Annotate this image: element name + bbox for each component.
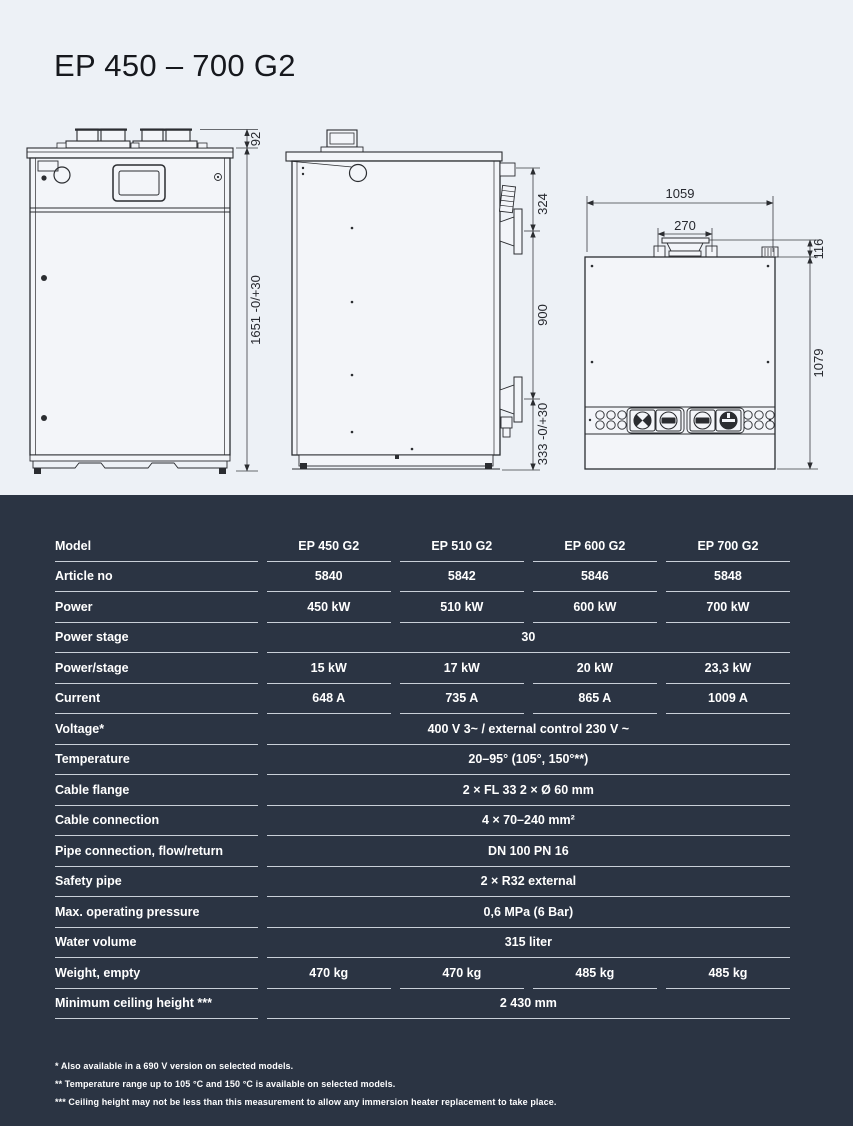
- spec-row-label: Current: [55, 684, 258, 715]
- spec-row-value: 15 kW: [267, 653, 391, 684]
- spec-row-value-spanning: 2 × FL 33 2 × Ø 60 mm: [267, 775, 790, 806]
- spec-row-value: 1009 A: [666, 684, 790, 715]
- spec-row-label: Max. operating pressure: [55, 897, 258, 928]
- spec-row-value: 600 kW: [533, 592, 657, 623]
- footnote-temperature: ** Temperature range up to 105 °C and 150 °C is available on selected models.: [55, 1079, 396, 1089]
- dim-label-116: 116: [811, 238, 826, 260]
- column-header-ep510: EP 510 G2: [400, 531, 524, 562]
- spec-row: [55, 958, 790, 989]
- spec-row: [55, 714, 790, 745]
- dim-label-1651: 1651 -0/+30: [248, 275, 263, 345]
- spec-row-value-spanning: 30: [267, 623, 790, 654]
- spec-row-label: Safety pipe: [55, 867, 258, 898]
- spec-row-value: 735 A: [400, 684, 524, 715]
- spec-row-value-spanning: 4 × 70–240 mm²: [267, 806, 790, 837]
- spec-row-label: Weight, empty: [55, 958, 258, 989]
- spec-row-label: Article no: [55, 562, 258, 593]
- footnote-ceiling-height: *** Ceiling height may not be less than this measurement to allow any immersion heater replacement to take place.: [55, 1097, 557, 1107]
- spec-row-value-spanning: DN 100 PN 16: [267, 836, 790, 867]
- column-header-ep450: EP 450 G2: [267, 531, 391, 562]
- spec-row-value: 20 kW: [533, 653, 657, 684]
- spec-row-value-spanning: 0,6 MPa (6 Bar): [267, 897, 790, 928]
- column-header-ep700: EP 700 G2: [666, 531, 790, 562]
- dim-label-324: 324: [535, 193, 550, 215]
- column-header-ep600: EP 600 G2: [533, 531, 657, 562]
- dim-label-1059: 1059: [665, 186, 695, 201]
- spec-row: [55, 775, 790, 806]
- spec-row-value: 17 kW: [400, 653, 524, 684]
- dim-label-270: 270: [674, 218, 696, 233]
- technical-drawings: [0, 110, 853, 495]
- spec-row-value: 648 A: [267, 684, 391, 715]
- spec-row-label: Water volume: [55, 928, 258, 959]
- spec-row-value-spanning: 20–95° (105°, 150°**): [267, 745, 790, 776]
- spec-row: [55, 836, 790, 867]
- spec-row-value-spanning: 315 liter: [267, 928, 790, 959]
- footnotes: [55, 1057, 790, 1111]
- spec-row-value: 5848: [666, 562, 790, 593]
- page-title: EP 450 – 700 G2: [54, 48, 296, 83]
- spec-row: [55, 867, 790, 898]
- spec-table-body: [55, 562, 790, 1020]
- spec-row-value: 5846: [533, 562, 657, 593]
- spec-row-label: Power stage: [55, 623, 258, 654]
- spec-row-value: 510 kW: [400, 592, 524, 623]
- rear-view-drawing: [585, 238, 778, 469]
- spec-row-value: 470 kg: [267, 958, 391, 989]
- front-view-drawing: [27, 129, 233, 474]
- spec-row: [55, 653, 790, 684]
- spec-row-label: Voltage*: [55, 714, 258, 745]
- spec-header-row: [55, 531, 790, 562]
- spec-panel: [0, 495, 853, 1126]
- dim-label-1079: 1079: [811, 348, 826, 378]
- spec-row-value-spanning: 2 × R32 external: [267, 867, 790, 898]
- spec-row: [55, 928, 790, 959]
- spec-row-label: Pipe connection, flow/return: [55, 836, 258, 867]
- dim-label-92: 92: [248, 131, 263, 147]
- spec-row-label: Cable flange: [55, 775, 258, 806]
- spec-table: [46, 531, 799, 1019]
- dim-label-333: 333 -0/+30: [535, 402, 550, 466]
- spec-row-value-spanning: 400 V 3~ / external control 230 V ~: [267, 714, 790, 745]
- spec-row: [55, 806, 790, 837]
- spec-row-value: 450 kW: [267, 592, 391, 623]
- spec-row: [55, 897, 790, 928]
- spec-row-value: 485 kg: [533, 958, 657, 989]
- footnote-voltage: * Also available in a 690 V version on selected models.: [55, 1061, 294, 1071]
- spec-row-value: 865 A: [533, 684, 657, 715]
- spec-row-value: 700 kW: [666, 592, 790, 623]
- spec-row-value: 470 kg: [400, 958, 524, 989]
- spec-row-value: 5840: [267, 562, 391, 593]
- spec-row-label: Power/stage: [55, 653, 258, 684]
- spec-row: [55, 684, 790, 715]
- spec-row-value: 5842: [400, 562, 524, 593]
- spec-row-value: 485 kg: [666, 958, 790, 989]
- spec-row: [55, 623, 790, 654]
- dim-label-900: 900: [535, 304, 550, 326]
- header-label-model: Model: [55, 531, 258, 562]
- side-view-drawing: [286, 130, 522, 469]
- spec-row: [55, 562, 790, 593]
- spec-row: [55, 989, 790, 1020]
- spec-row-value: 23,3 kW: [666, 653, 790, 684]
- spec-row-label: Minimum ceiling height ***: [55, 989, 258, 1020]
- spec-row-value-spanning: 2 430 mm: [267, 989, 790, 1020]
- spec-row-label: Temperature: [55, 745, 258, 776]
- spec-row: [55, 592, 790, 623]
- spec-row: [55, 745, 790, 776]
- spec-row-label: Power: [55, 592, 258, 623]
- spec-row-label: Cable connection: [55, 806, 258, 837]
